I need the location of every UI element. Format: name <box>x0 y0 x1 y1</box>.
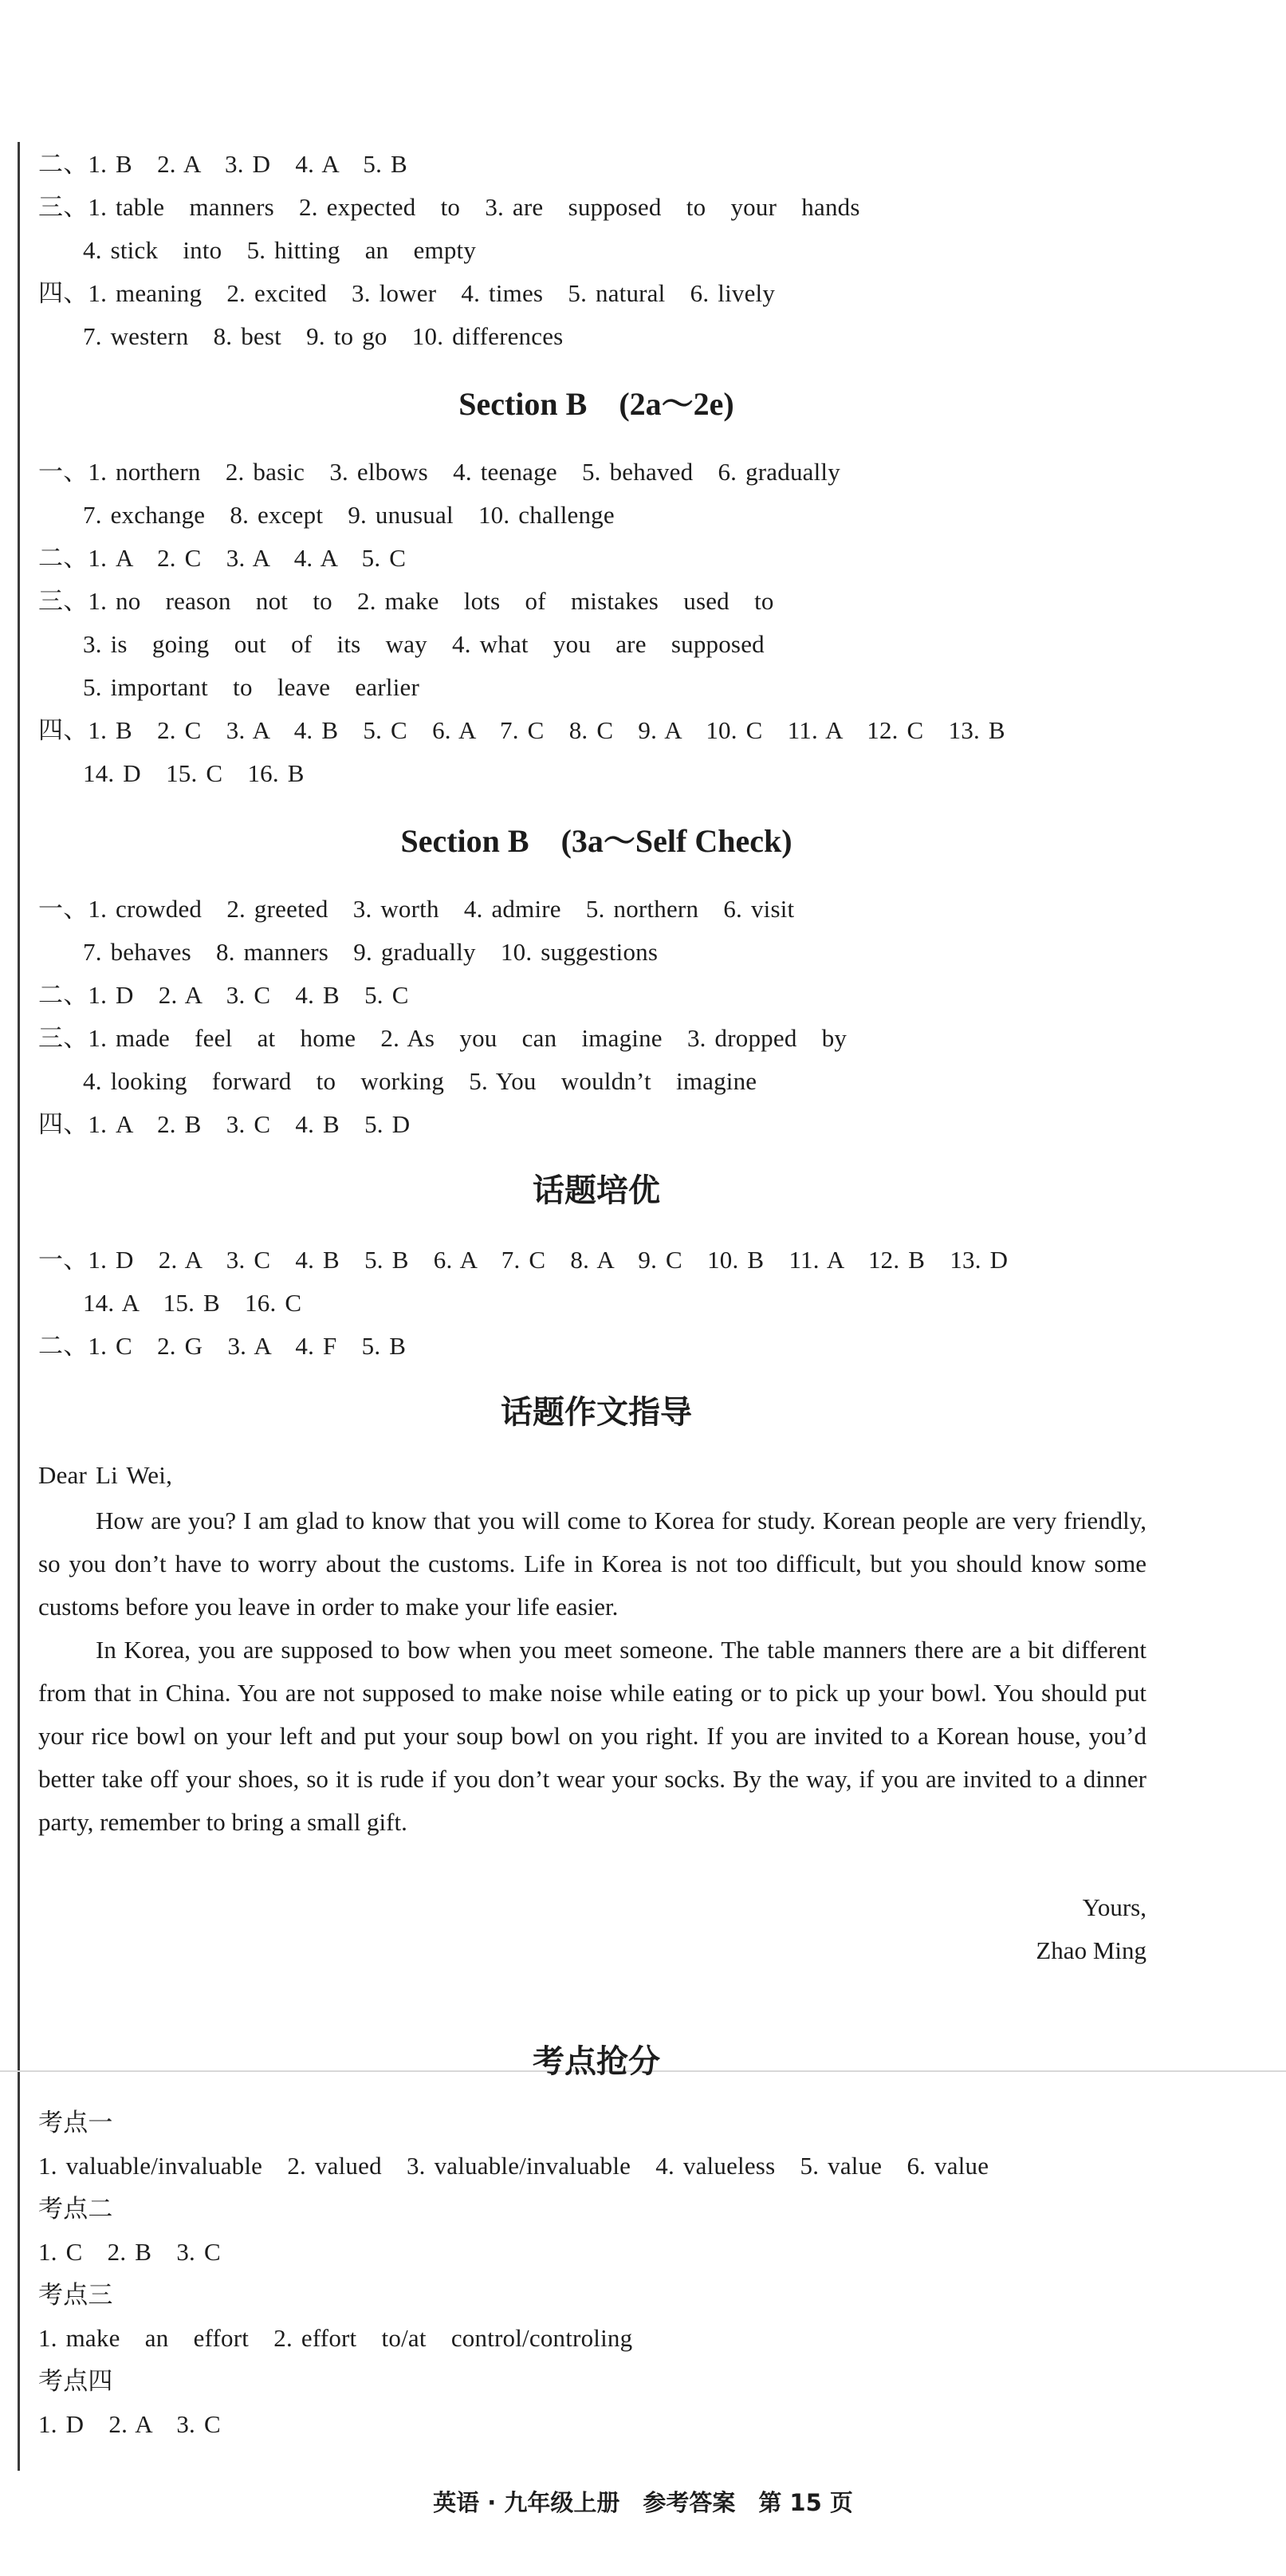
answer-line: 4. looking forward to working 5. You wouldn’t imagine <box>83 1067 757 1095</box>
answer-line: 二、1. B 2. A 3. D 4. A 5. B <box>38 150 407 178</box>
margin-rule <box>18 142 20 2471</box>
answer-line: 二、1. C 2. G 3. A 4. F 5. B <box>38 1332 407 1360</box>
letter-paragraph: How are you? I am glad to know that you will come to Korea for study. Korean people are very friendly, so you don’t have to worry about the customs. Life in Korea is not too difficult, but you should know some customs before you leave in order to make your life easier. <box>38 1507 1146 1621</box>
answer-line: 三、1. made feel at home 2. As you can imagine 3. dropped by <box>38 1024 848 1052</box>
answer-line: 5. important to leave earlier <box>83 673 419 701</box>
answer-line: 四、1. B 2. C 3. A 4. B 5. C 6. A 7. C 8. C 9. A 10. C 11. A 12. C 13. B <box>38 716 1005 744</box>
answer-line: 一、1. northern 2. basic 3. elbows 4. teenage 5. behaved 6. gradually <box>38 458 840 486</box>
point-answer: 1. valuable/invaluable 2. valued 3. valuable/invaluable 4. valueless 5. value 6. value <box>38 2152 989 2180</box>
point-answer: 1. C 2. B 3. C <box>38 2238 221 2266</box>
answer-line: 三、1. no reason not to 2. make lots of mistakes used to <box>38 587 774 615</box>
letter-closing: Yours, <box>1082 1893 1146 1921</box>
answer-line: 14. D 15. C 16. B <box>83 759 305 787</box>
page-footer: 英语 · 九年级上册 参考答案 第 15 页 <box>433 2489 853 2516</box>
section-heading: 考点抢分 <box>533 2043 660 2080</box>
answer-line: 二、1. A 2. C 3. A 4. A 5. C <box>38 544 407 572</box>
point-title: 考点四 <box>38 2367 113 2395</box>
answer-line: 3. is going out of its way 4. what you are supposed <box>83 630 765 658</box>
section-heading: Section B (3a～Self Check) <box>400 823 792 859</box>
point-title: 考点二 <box>38 2195 113 2223</box>
letter-salutation: Dear Li Wei, <box>38 1461 173 1489</box>
answer-line: 四、1. meaning 2. excited 3. lower 4. times 5. natural 6. lively <box>38 279 776 307</box>
section-heading: Section B (2a～2e) <box>458 386 734 422</box>
answer-line: 4. stick into 5. hitting an empty <box>83 236 477 264</box>
letter-paragraph: In Korea, you are supposed to bow when you meet someone. The table manners there are a bit different from that in China. You are not supposed to make noise while eating or to pick up your bowl. You should put your rice bowl on your left and put your soup bowl on you right. If you are invited to a Korean house, you’d better take off your shoes, so it is rude if you don’t wear your socks. By the way, if you are invited to a dinner party, remember to bring a small gift. <box>38 1636 1146 1836</box>
point-answer: 1. make an effort 2. effort to/at control/controling <box>38 2324 633 2352</box>
letter-signature: Zhao Ming <box>1036 1936 1146 1964</box>
answer-line: 7. western 8. best 9. to go 10. differences <box>83 322 564 350</box>
point-answer: 1. D 2. A 3. C <box>38 2410 221 2438</box>
point-title: 考点一 <box>38 2109 113 2137</box>
answer-line: 三、1. table manners 2. expected to 3. are supposed to your hands <box>38 193 860 221</box>
answer-line: 一、1. D 2. A 3. C 4. B 5. B 6. A 7. C 8. A 9. C 10. B 11. A 12. B 13. D <box>38 1246 1009 1274</box>
answer-line: 四、1. A 2. B 3. C 4. B 5. D <box>38 1110 411 1138</box>
answer-line: 一、1. crowded 2. greeted 3. worth 4. admire 5. northern 6. visit <box>38 895 795 923</box>
answer-line: 7. behaves 8. manners 9. gradually 10. suggestions <box>83 938 659 966</box>
point-title: 考点三 <box>38 2281 113 2309</box>
answer-line: 二、1. D 2. A 3. C 4. B 5. C <box>38 981 409 1009</box>
section-heading: 话题作文指导 <box>501 1394 692 1431</box>
answer-line: 7. exchange 8. except 9. unusual 10. challenge <box>83 501 615 529</box>
section-heading: 话题培优 <box>533 1172 660 1209</box>
answer-line: 14. A 15. B 16. C <box>83 1289 302 1317</box>
